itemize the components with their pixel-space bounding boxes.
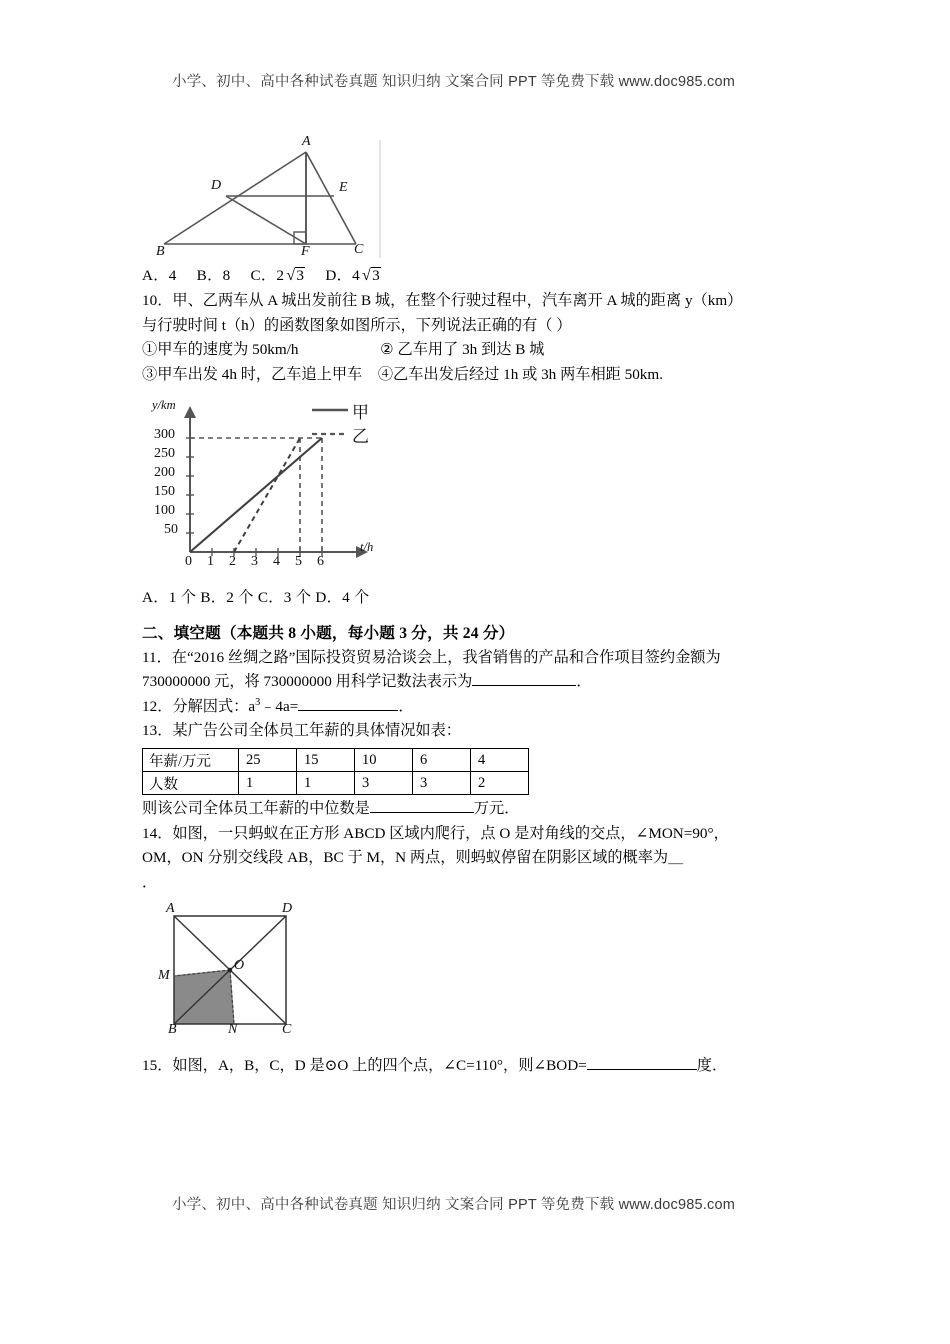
q9-choice-d-label: D． <box>325 267 353 284</box>
table-cell-count-3: 3 <box>355 772 413 795</box>
q9-choice-c-sqrt <box>284 267 305 285</box>
table-cell-count-4: 3 <box>413 772 471 795</box>
legend-label-yi: 乙 <box>352 426 369 446</box>
q13-tail <box>142 797 832 822</box>
figure-square-abcd <box>160 902 832 1052</box>
watermark-header: 小学、初中、高中各种试卷真题 知识归纳 文案合同 PPT 等免费下载 www.doc985.com <box>172 74 736 90</box>
square-label-C: C <box>282 1021 292 1037</box>
q9-choice-a-value: 4 <box>168 267 177 284</box>
q14-line2: OM，ON 分别交线段 AB，BC 于 M，N 两点，则蚂蚁停留在阴影区域的概率为＿ <box>142 849 684 867</box>
chart-ytick-100: 100 <box>154 502 175 518</box>
q9-choice-d-radicand: 3 <box>372 267 380 284</box>
chart-xlabel: t/h <box>360 539 374 554</box>
triangle-label-B: B <box>156 244 165 259</box>
q14-line1: 14．如图，一只蚂蚁在正方形 ABCD 区域内爬行，点 O 是对角线的交点，∠MON=90°， <box>142 824 729 842</box>
chart-xtick-5: 5 <box>295 553 302 569</box>
q12-expression-tail: ﹣4a= <box>260 697 299 715</box>
chart-xtick-4: 4 <box>273 553 280 569</box>
chart-xtick-6: 6 <box>317 553 324 569</box>
chart-xtick-3: 3 <box>251 553 258 569</box>
q12-exponent: 3 <box>255 696 261 708</box>
q9-choice-c-coefficient: 2 <box>276 267 285 284</box>
q11-line2 <box>142 670 832 695</box>
series-jia-line <box>190 438 322 552</box>
chart-ytick-250: 250 <box>154 445 175 461</box>
chart-ytick-150: 150 <box>154 483 175 499</box>
q12-line <box>142 695 832 720</box>
q10-line2: 与行驶时间 t（h）的函数图象如图所示，下列说法正确的有（ ） <box>142 316 572 334</box>
chart-xtick-1: 1 <box>207 553 214 569</box>
table-cell-count-2: 1 <box>297 772 355 795</box>
chart-ytick-50: 50 <box>164 521 178 537</box>
q9-choice-b-value: 8 <box>222 267 231 284</box>
q12-stem: 12．分解因式：a <box>142 697 256 715</box>
table-row-header-count: 人数 <box>143 772 239 795</box>
page-content <box>142 130 832 1078</box>
q9-choice-a[interactable] <box>142 267 177 284</box>
table-cell-salary-4: 6 <box>413 749 471 772</box>
q9-choice-c-label: C． <box>250 267 277 284</box>
table-cell-salary-1: 25 <box>239 749 297 772</box>
q10-statement-2: ② 乙车用了 3h 到达 B 城 <box>380 341 545 359</box>
triangle-label-F: F <box>301 244 310 259</box>
triangle-label-C: C <box>354 242 364 257</box>
q10-statement-3: ③甲车出发 4h 时，乙车追上甲车 <box>142 365 363 383</box>
q13-salary-table <box>142 748 529 795</box>
square-label-N: N <box>228 1021 238 1037</box>
q15-answer-blank[interactable] <box>587 1069 697 1070</box>
q9-choice-d-sqrt <box>360 267 381 285</box>
table-cell-salary-2: 15 <box>297 749 355 772</box>
q9-choices <box>142 264 832 285</box>
table-cell-count-1: 1 <box>239 772 297 795</box>
series-yi-line <box>234 438 300 552</box>
q15-stem: 15．如图，A，B，C，D 是⊙O 上的四个点，∠C=110°，则∠BOD= <box>142 1056 587 1074</box>
q15-unit: 度． <box>696 1056 728 1074</box>
legend-label-jia: 甲 <box>352 402 369 422</box>
q13-tail-text: 则该公司全体员工年薪的中位数是 <box>142 800 370 818</box>
table-cell-salary-5: 4 <box>471 749 529 772</box>
section-heading-fill-in-blank: 二、填空题（本题共 8 小题，每小题 3 分，共 24 分） <box>142 624 515 642</box>
q9-choice-b[interactable] <box>197 267 231 284</box>
square-label-D: D <box>282 900 293 916</box>
q12-period: ． <box>398 697 414 715</box>
square-label-M: M <box>158 967 170 983</box>
square-label-A: A <box>166 900 175 916</box>
q13-tail-unit: 万元． <box>473 800 520 818</box>
q9-choice-a-label: A． <box>142 267 169 284</box>
figure-triangle-abc <box>156 134 832 262</box>
radical-sign-icon: √ <box>286 267 296 284</box>
table-row-header-salary: 年薪/万元 <box>143 749 239 772</box>
chart-ytick-300: 300 <box>154 426 175 442</box>
table-cell-count-5: 2 <box>471 772 529 795</box>
point-O-dot <box>228 967 232 971</box>
square-label-O: O <box>234 957 245 973</box>
q10-statements-row2 <box>142 363 832 388</box>
q10-choices[interactable]: A．1 个 B．2 个 C．3 个 D．4 个 <box>142 588 370 606</box>
q9-choice-b-label: B． <box>196 267 223 284</box>
table-row <box>143 772 529 795</box>
q11-answer-blank[interactable] <box>472 685 576 686</box>
q11-line1: 11．在“2016 丝绸之路”国际投资贸易洽谈会上，我省销售的产品和合作项目签约金额为 <box>142 648 721 666</box>
chart-ylabel: y/km <box>152 397 176 412</box>
chart-xtick-0: 0 <box>185 553 192 569</box>
q9-choice-d-coefficient: 4 <box>352 267 360 284</box>
chart-xtick-2: 2 <box>229 553 236 569</box>
q9-choice-c[interactable] <box>251 267 306 284</box>
triangle-label-E: E <box>339 180 348 195</box>
q9-choice-c-radicand: 3 <box>296 267 305 284</box>
watermark-footer: 小学、初中、高中各种试卷真题 知识归纳 文案合同 PPT 等免费下载 www.doc985.com <box>172 1197 736 1213</box>
q12-answer-blank[interactable] <box>298 710 398 711</box>
q10-line1: 10．甲、乙两车从 A 城出发前往 B 城，在整个行驶过程中，汽车离开 A 城的距离 y（km） <box>142 292 743 309</box>
chart-ytick-200: 200 <box>154 464 175 480</box>
q15-line <box>142 1054 832 1079</box>
radical-sign-icon: √ <box>362 267 372 284</box>
square-diagram-svg <box>160 902 340 1044</box>
q14-line3: ． <box>142 873 158 891</box>
q13-stem: 13．某广告公司全体员工年薪的具体情况如表： <box>142 722 461 740</box>
q11-line2-text: 730000000 元，将 730000000 用科学记数法表示为 <box>142 673 473 691</box>
q10-statement-4: ④乙车出发后经过 1h 或 3h 两车相距 50km. <box>377 365 664 383</box>
q10-statement-1: ①甲车的速度为 50km/h <box>142 341 299 359</box>
triangle-label-A: A <box>302 134 311 149</box>
table-cell-salary-3: 10 <box>355 749 413 772</box>
q13-answer-blank[interactable] <box>370 812 474 813</box>
q9-choice-d[interactable] <box>325 267 381 284</box>
square-label-B: B <box>168 1021 177 1037</box>
triangle-label-D: D <box>211 178 222 193</box>
figure-distance-time-chart <box>142 394 832 584</box>
q10-statements-row1 <box>142 338 832 363</box>
table-row <box>143 749 529 772</box>
q11-line2-period: ． <box>576 673 592 691</box>
